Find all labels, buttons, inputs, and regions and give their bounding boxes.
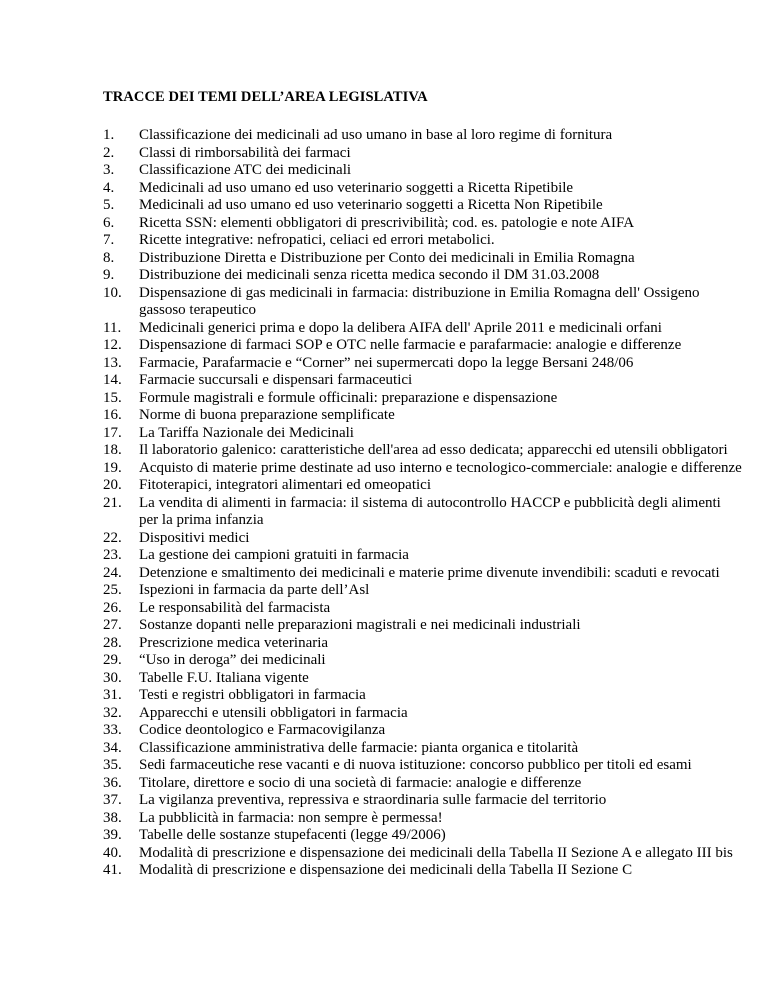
- list-item-number: 32.: [103, 704, 122, 721]
- list-item-number: 13.: [103, 354, 122, 371]
- list-item: [103, 127, 743, 145]
- list-item: [103, 337, 743, 355]
- list-item-text: Classificazione dei medicinali ad uso umano in base al loro regime di fornitura: [139, 127, 613, 143]
- list-item-number: 19.: [103, 459, 122, 476]
- list-item: [103, 442, 743, 460]
- list-item: [103, 547, 743, 565]
- list-item: [103, 407, 743, 425]
- list-item-number: 41.: [103, 862, 122, 878]
- list-item: [103, 827, 743, 845]
- list-item-text: Norme di buona preparazione semplificate: [139, 407, 395, 423]
- list-item: [103, 285, 743, 320]
- list-item: [103, 232, 743, 250]
- list-item-number: 11.: [103, 319, 122, 336]
- list-item-text: Detenzione e smaltimento dei medicinali e materie prime divenute invendibili: scaduti e revocati: [139, 564, 720, 581]
- list-item-text: Farmacie, Parafarmacie e “Corner” nei supermercati dopo la legge Bersani 248/06: [139, 354, 634, 371]
- list-item-text: Ricetta SSN: elementi obbligatori di prescrivibilità; cod. es. patologie e note AIFA: [139, 214, 635, 231]
- list-item-number: 8.: [103, 249, 115, 266]
- list-item: [103, 635, 743, 653]
- list-item-number: 18.: [103, 442, 122, 458]
- list-item-text: Testi e registri obbligatori in farmacia: [139, 687, 366, 703]
- list-item: [103, 320, 743, 338]
- topic-list: [103, 127, 743, 880]
- list-item-text: Modalità di prescrizione e dispensazione dei medicinali della Tabella II Sezione A e allegato III bis: [139, 844, 733, 861]
- list-item-text: Sostanze dopanti nelle preparazioni magistrali e nei medicinali industriali: [139, 617, 581, 633]
- list-item-number: 2.: [103, 144, 115, 161]
- list-item-number: 4.: [103, 179, 115, 196]
- list-item: [103, 670, 743, 688]
- list-item-text: Acquisto di materie prime destinate ad uso interno e tecnologico-commerciale: analogie e differenze: [139, 459, 742, 476]
- list-item: [103, 565, 743, 583]
- list-item-text: Ricette integrative: nefropatici, celiaci ed errori metabolici.: [139, 232, 495, 248]
- list-item-number: 25.: [103, 582, 122, 598]
- list-item-number: 36.: [103, 774, 122, 791]
- list-item-number: 6.: [103, 214, 115, 231]
- list-item-text: Classificazione amministrativa delle farmacie: pianta organica e titolarità: [139, 739, 579, 756]
- list-item: [103, 355, 743, 373]
- list-item-number: 21.: [103, 494, 122, 511]
- list-item-text: Medicinali generici prima e dopo la delibera AIFA dell' Aprile 2011 e medicinali orfani: [139, 319, 662, 336]
- list-item: [103, 845, 743, 863]
- list-item: [103, 215, 743, 233]
- list-item-text: Classi di rimborsabilità dei farmaci: [139, 144, 351, 161]
- list-item-text: Distribuzione dei medicinali senza ricetta medica secondo il DM 31.03.2008: [139, 267, 600, 283]
- list-item-number: 12.: [103, 337, 122, 353]
- list-item-text: Dispensazione di farmaci SOP e OTC nelle farmacie e parafarmacie: analogie e differenze: [139, 337, 682, 353]
- list-item: [103, 687, 743, 705]
- list-item-number: 26.: [103, 599, 122, 616]
- list-item-number: 34.: [103, 739, 122, 756]
- list-item-number: 31.: [103, 687, 122, 703]
- list-item: [103, 267, 743, 285]
- list-item-number: 5.: [103, 197, 115, 213]
- list-item-text: Distribuzione Diretta e Distribuzione per Conto dei medicinali in Emilia Romagna: [139, 249, 635, 266]
- list-item: [103, 477, 743, 495]
- list-item-text: Ispezioni in farmacia da parte dell’Asl: [139, 582, 370, 598]
- list-item-text: Apparecchi e utensili obbligatori in farmacia: [139, 704, 408, 721]
- list-item-number: 1.: [103, 127, 115, 143]
- list-item: [103, 792, 743, 810]
- list-item: [103, 372, 743, 390]
- list-item-number: 27.: [103, 617, 122, 633]
- list-item-number: 28.: [103, 634, 122, 651]
- list-item: [103, 162, 743, 180]
- list-item-text: La pubblicità in farmacia: non sempre è permessa!: [139, 809, 443, 826]
- list-item-text: Medicinali ad uso umano ed uso veterinario soggetti a Ricetta Non Ripetibile: [139, 197, 603, 213]
- list-item: [103, 600, 743, 618]
- list-item-number: 37.: [103, 792, 122, 808]
- list-item: [103, 197, 743, 215]
- list-item: [103, 757, 743, 775]
- list-item-text: Le responsabilità del farmacista: [139, 599, 331, 616]
- list-item-number: 3.: [103, 162, 115, 178]
- list-item-number: 39.: [103, 827, 122, 843]
- list-item-number: 24.: [103, 564, 122, 581]
- list-item-number: 40.: [103, 844, 122, 861]
- list-item-text: Fitoterapici, integratori alimentari ed omeopatici: [139, 477, 431, 493]
- list-item-number: 9.: [103, 267, 115, 283]
- list-item: [103, 740, 743, 758]
- document-title: TRACCE DEI TEMI DELL’AREA LEGISLATIVA: [103, 89, 428, 105]
- list-item-text: La vigilanza preventiva, repressiva e straordinaria sulle farmacie del territorio: [139, 792, 607, 808]
- list-item-text: “Uso in deroga” dei medicinali: [139, 652, 326, 668]
- list-item: [103, 250, 743, 268]
- list-item-text: La vendita di alimenti in farmacia: il sistema di autocontrollo HACCP e pubblicità degli alimenti per la prima infanzia: [139, 494, 721, 528]
- list-item-text: Modalità di prescrizione e dispensazione dei medicinali della Tabella II Sezione C: [139, 862, 633, 878]
- list-item-number: 23.: [103, 547, 122, 563]
- list-item: [103, 705, 743, 723]
- list-item: [103, 775, 743, 793]
- list-item-text: Medicinali ad uso umano ed uso veterinario soggetti a Ricetta Ripetibile: [139, 179, 574, 196]
- list-item-text: Dispositivi medici: [139, 529, 250, 546]
- list-item: [103, 145, 743, 163]
- list-item-text: Classificazione ATC dei medicinali: [139, 162, 352, 178]
- list-item-text: La gestione dei campioni gratuiti in farmacia: [139, 547, 409, 563]
- list-item-number: 29.: [103, 652, 122, 668]
- list-item: [103, 617, 743, 635]
- list-item-number: 38.: [103, 809, 122, 826]
- list-item: [103, 652, 743, 670]
- list-item: [103, 530, 743, 548]
- list-item-number: 22.: [103, 529, 122, 546]
- list-item: [103, 390, 743, 408]
- list-item-number: 7.: [103, 232, 115, 248]
- list-item-number: 30.: [103, 669, 122, 686]
- list-item-text: Farmacie succursali e dispensari farmaceutici: [139, 372, 413, 388]
- list-item-number: 35.: [103, 757, 122, 773]
- list-item: [103, 425, 743, 443]
- list-item-text: Il laboratorio galenico: caratteristiche dell'area ad esso dedicata; apparecchi ed utensili obbligatori: [139, 442, 728, 458]
- list-item: [103, 722, 743, 740]
- list-item-number: 14.: [103, 372, 122, 388]
- list-item-number: 16.: [103, 407, 122, 423]
- list-item: [103, 460, 743, 478]
- list-item: [103, 862, 743, 880]
- list-item-number: 15.: [103, 389, 122, 406]
- list-item-text: Codice deontologico e Farmacovigilanza: [139, 722, 386, 738]
- list-item: [103, 582, 743, 600]
- list-item-text: Formule magistrali e formule officinali: preparazione e dispensazione: [139, 389, 558, 406]
- list-item-text: Prescrizione medica veterinaria: [139, 634, 329, 651]
- list-item-text: La Tariffa Nazionale dei Medicinali: [139, 424, 354, 441]
- list-item-number: 10.: [103, 284, 122, 301]
- list-item: [103, 810, 743, 828]
- list-item-text: Titolare, direttore e socio di una società di farmacie: analogie e differenze: [139, 774, 582, 791]
- list-item-number: 33.: [103, 722, 122, 738]
- list-item-text: Dispensazione di gas medicinali in farmacia: distribuzione in Emilia Romagna dell' Ossigeno gassoso terapeutico: [139, 284, 700, 318]
- list-item-text: Sedi farmaceutiche rese vacanti e di nuova istituzione: concorso pubblico per titoli ed esami: [139, 757, 692, 773]
- list-item-text: Tabelle F.U. Italiana vigente: [139, 669, 309, 686]
- list-item-text: Tabelle delle sostanze stupefacenti (legge 49/2006): [139, 827, 446, 843]
- list-item-number: 20.: [103, 477, 122, 493]
- list-item-number: 17.: [103, 424, 122, 441]
- list-item: [103, 180, 743, 198]
- list-item: [103, 495, 743, 530]
